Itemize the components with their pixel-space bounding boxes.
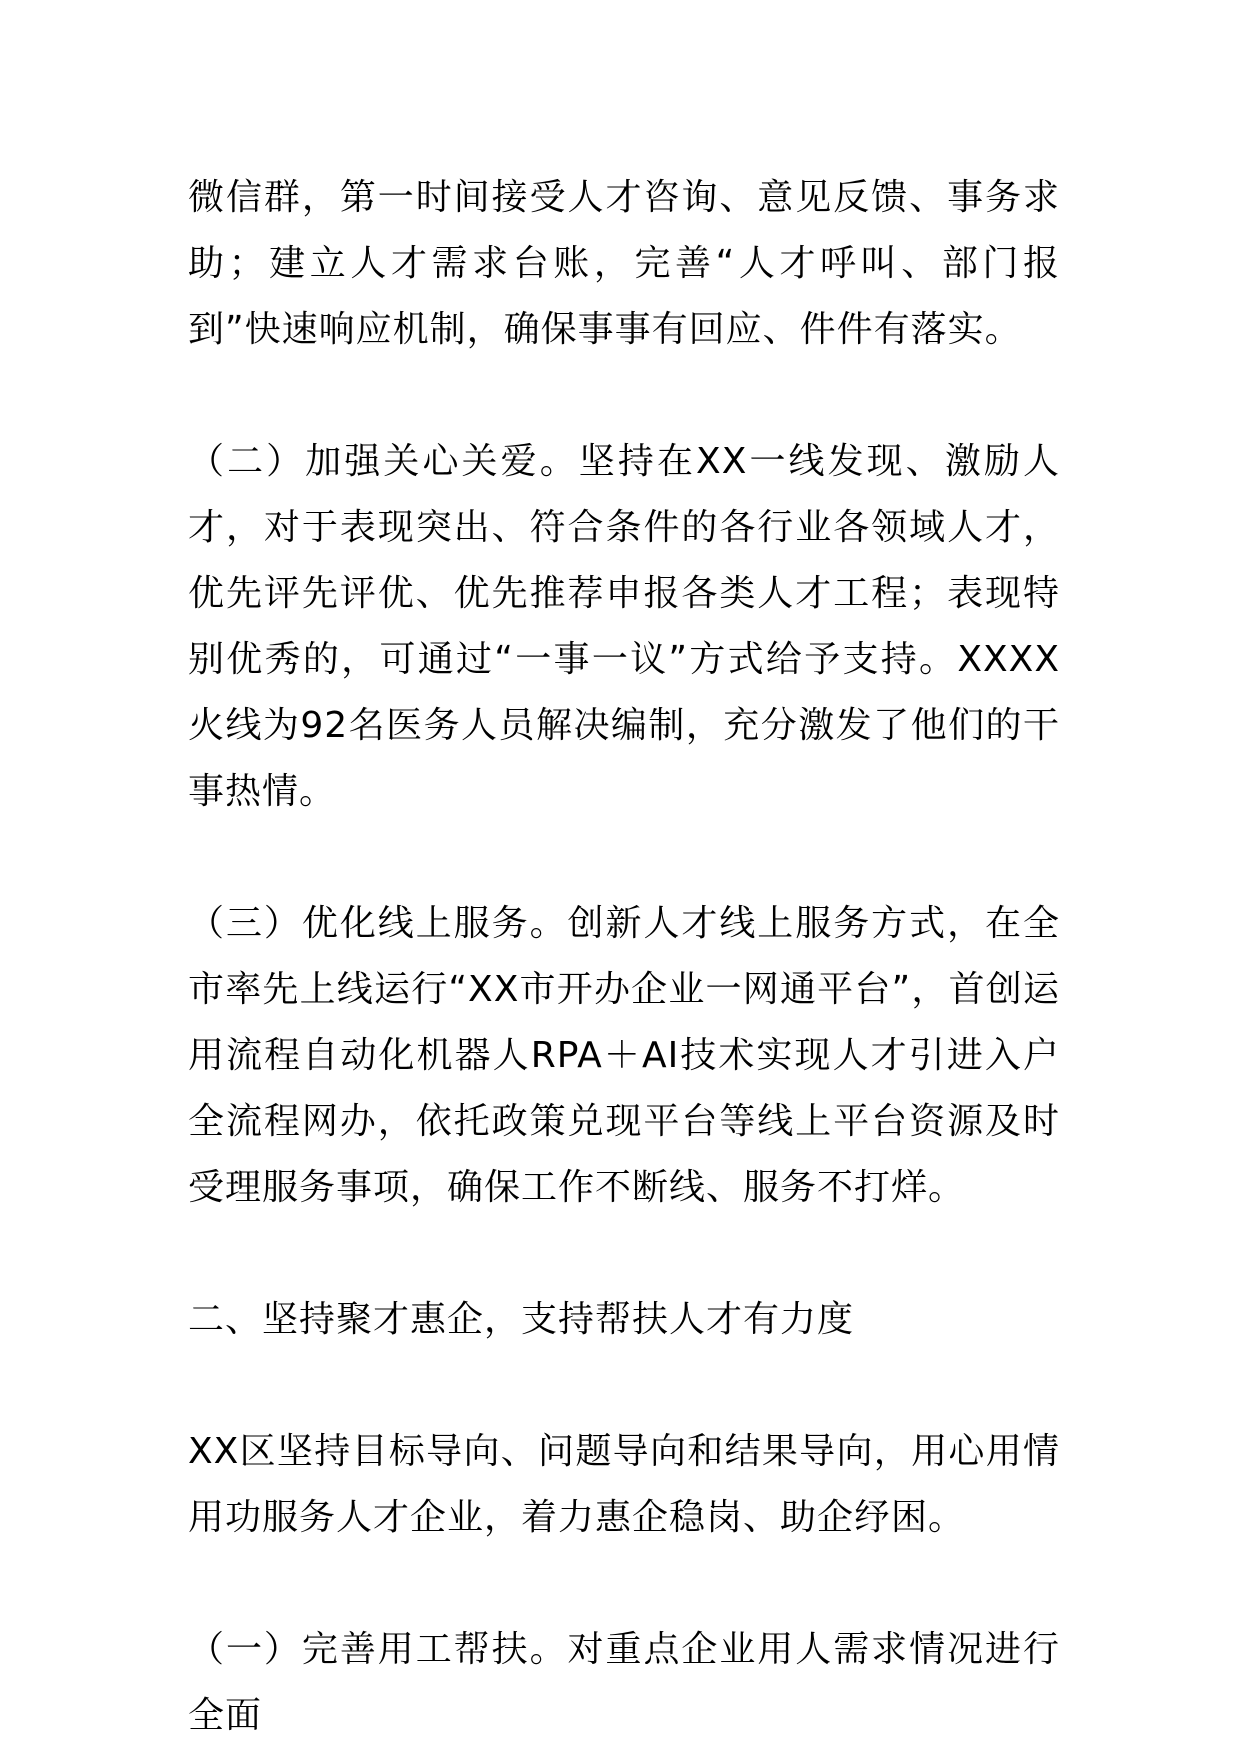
paragraph-care-and-support: （二）加强关心关爱。坚持在XX一线发现、激励人才，对于表现突出、符合条件的各行业各领域人才，优先评先评优、优先推荐申报各类人才工程；表现特别优秀的，可通过“一事一议”方式给予支持。XXXX火线为92名医务人员解决编制，充分激发了他们的干事热情。: [188, 441, 1060, 812]
paragraph-section-intro: XX区坚持目标导向、问题导向和结果导向，用心用情用功服务人才企业，着力惠企稳岗、助企纾困。: [188, 1431, 1060, 1538]
paragraph-employment-assistance: （一）完善用工帮扶。对重点企业用人需求情况进行全面: [188, 1629, 1060, 1736]
paragraph-talent-service-channels: 微信群，第一时间接受人才咨询、意见反馈、事务求助；建立人才需求台账，完善“人才呼叫、部门报到”快速响应机制，确保事事有回应、件件有落实。: [188, 177, 1060, 350]
document-body: [188, 165, 1060, 1749]
section-heading-two: 二、坚持聚才惠企，支持帮扶人才有力度: [188, 1299, 855, 1340]
paragraph-online-services: （三）优化线上服务。创新人才线上服务方式，在全市率先上线运行“XX市开办企业一网通平台”，首创运用流程自动化机器人RPA＋AI技术实现人才引进入户全流程网办，依托政策兑现平台等线上平台资源及时受理服务事项，确保工作不断线、服务不打烊。: [188, 903, 1060, 1208]
